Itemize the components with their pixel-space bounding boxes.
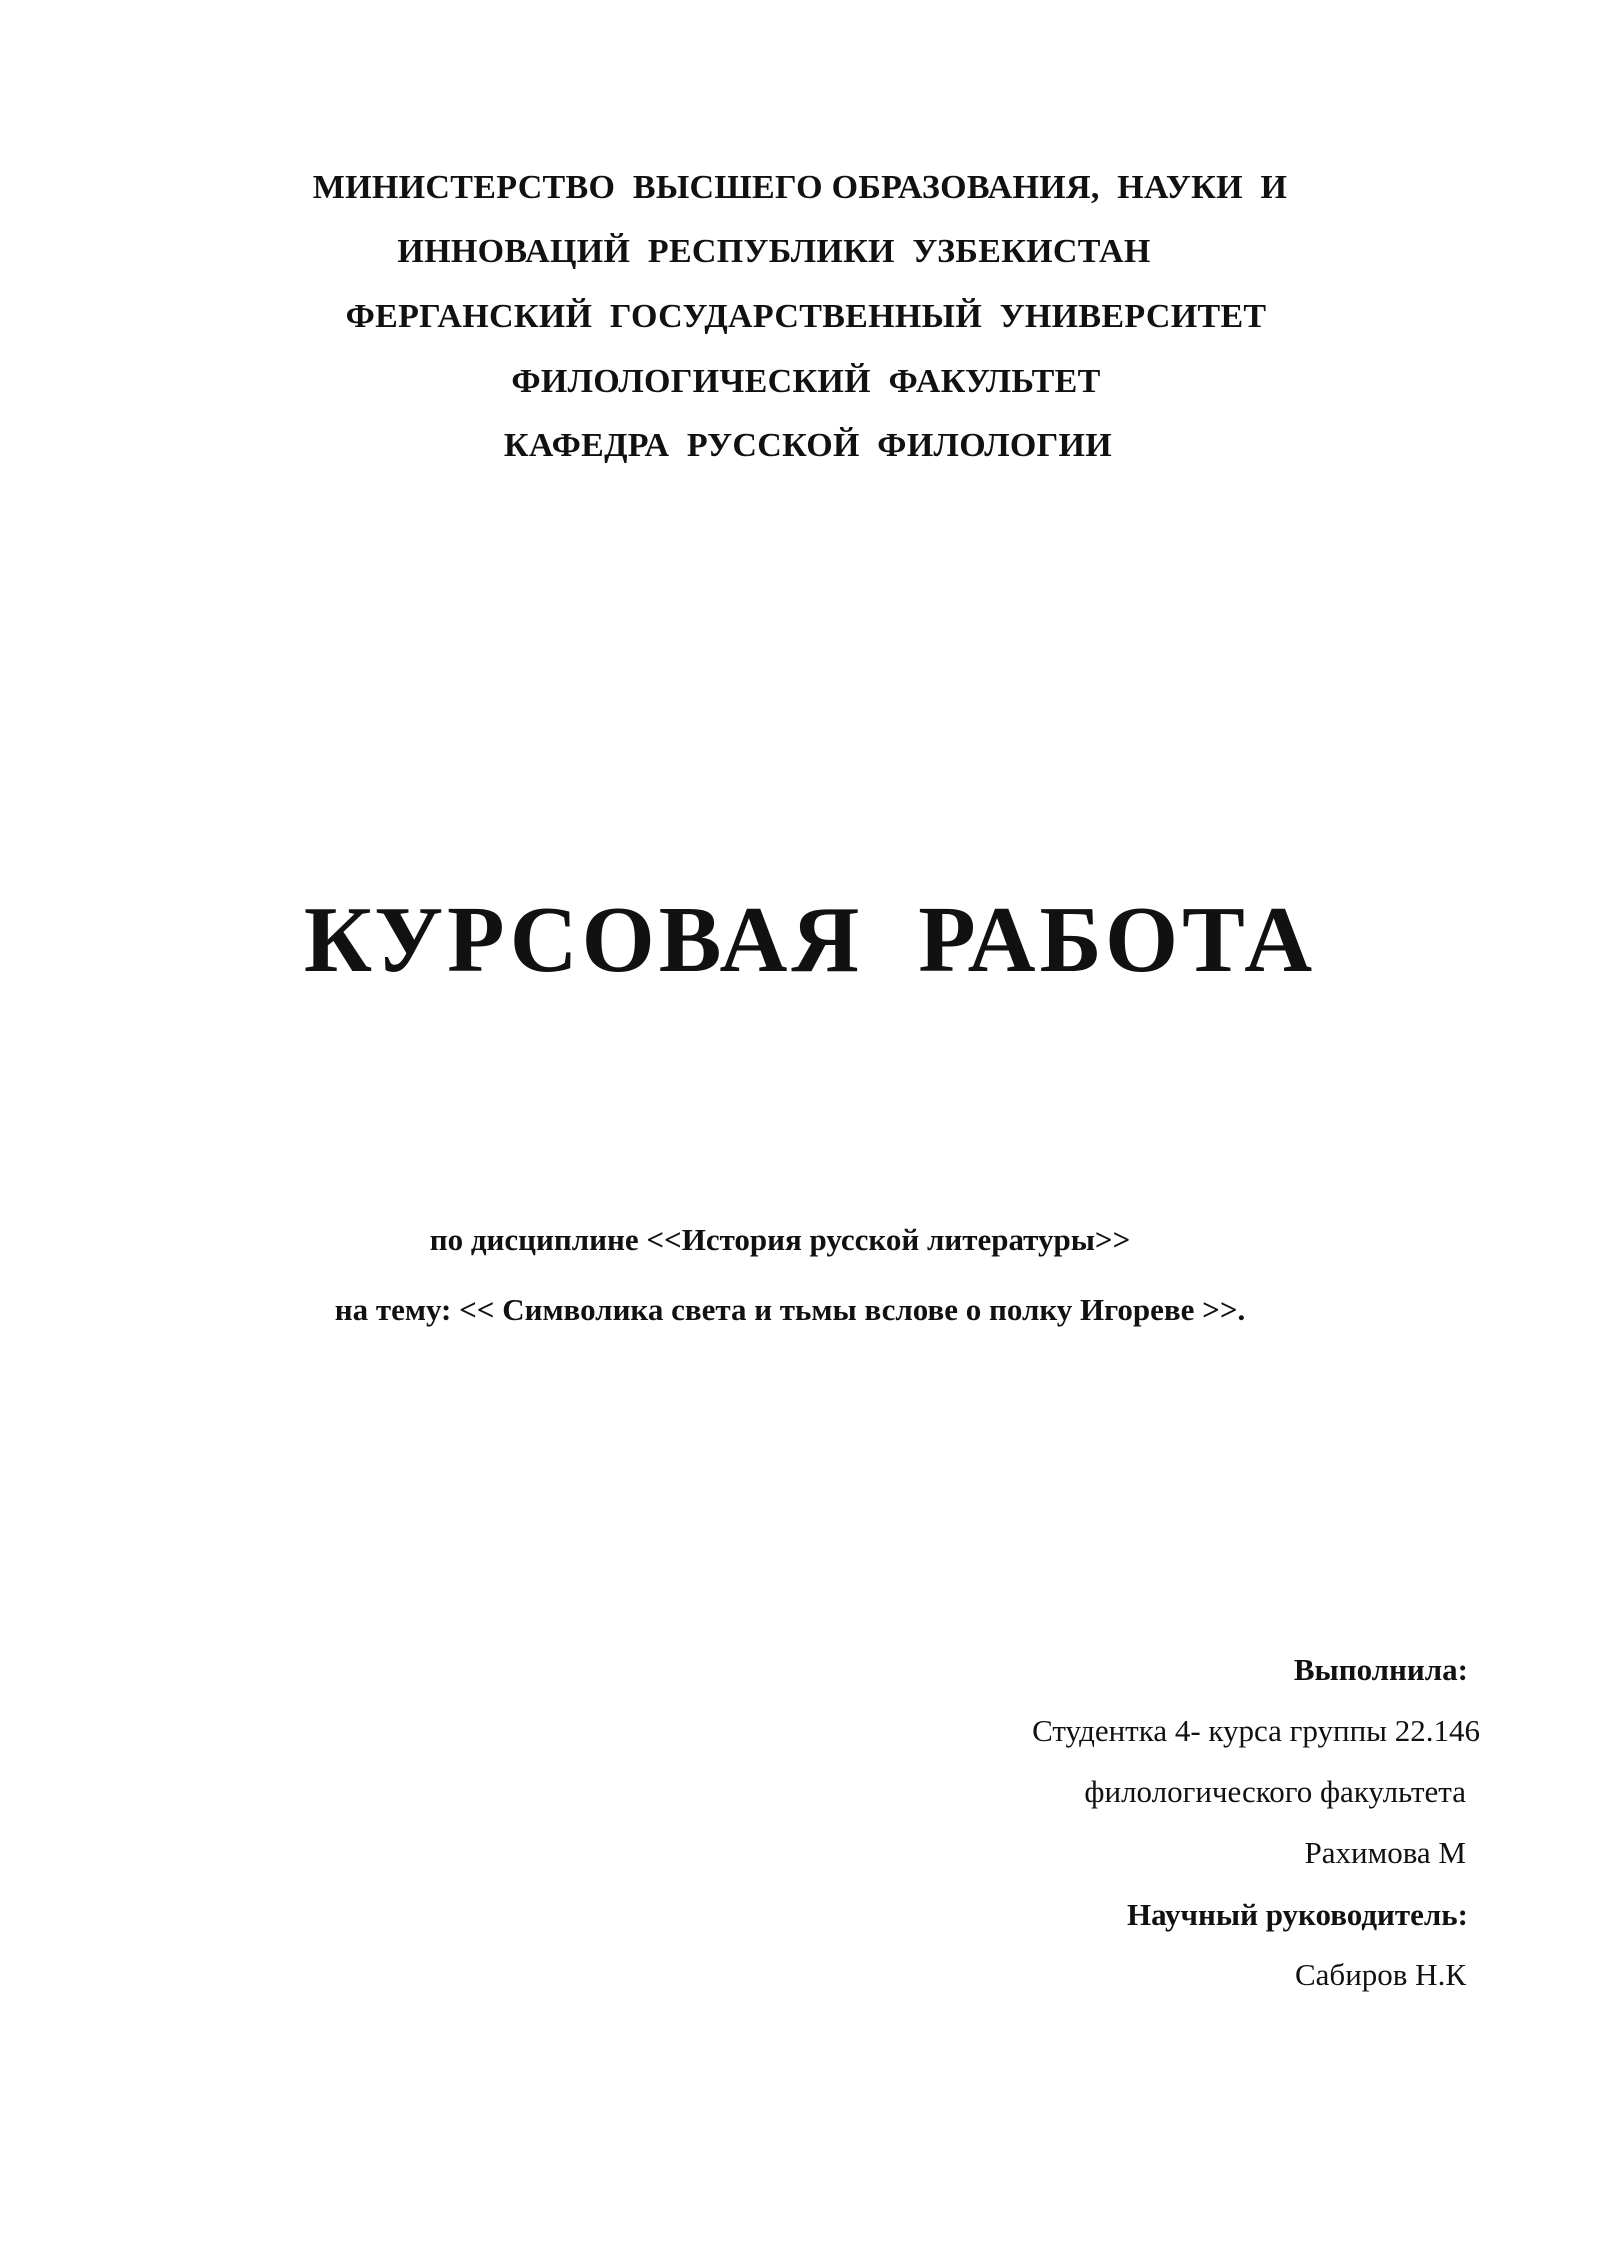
- ministry-line: МИНИСТЕРСТВО ВЫСШЕГО ОБРАЗОВАНИЯ, НАУКИ И: [312, 169, 1288, 206]
- performed-by-label: Выполнила:: [1293, 1652, 1468, 1687]
- university-line: ФЕРГАНСКИЙ ГОСУДАРСТВЕННЫЙ УНИВЕРСИТЕТ: [345, 298, 1267, 335]
- supervisor-name: Сабиров Н.К: [1295, 1957, 1466, 1992]
- innovation-line: ИННОВАЦИЙ РЕСПУБЛИКИ УЗБЕКИСТАН: [397, 233, 1151, 270]
- discipline-line: по дисциплине <<История русской литературы>>: [429, 1222, 1131, 1257]
- topic-line: на тему: << Символика света и тьмы вслове о полку Игореве >>.: [334, 1292, 1246, 1327]
- supervisor-label: Научный руководитель:: [1127, 1897, 1468, 1932]
- document-title: КУРСОВАЯ РАБОТА: [303, 888, 1317, 992]
- department-line: КАФЕДРА РУССКОЙ ФИЛОЛОГИИ: [503, 427, 1113, 464]
- student-course-line: Студентка 4- курса группы 22.146: [1032, 1713, 1480, 1748]
- student-faculty-line: филологического факультета: [1084, 1774, 1466, 1809]
- faculty-line: ФИЛОЛОГИЧЕСКИЙ ФАКУЛЬТЕТ: [511, 363, 1101, 400]
- student-name: Рахимова М: [1304, 1835, 1466, 1870]
